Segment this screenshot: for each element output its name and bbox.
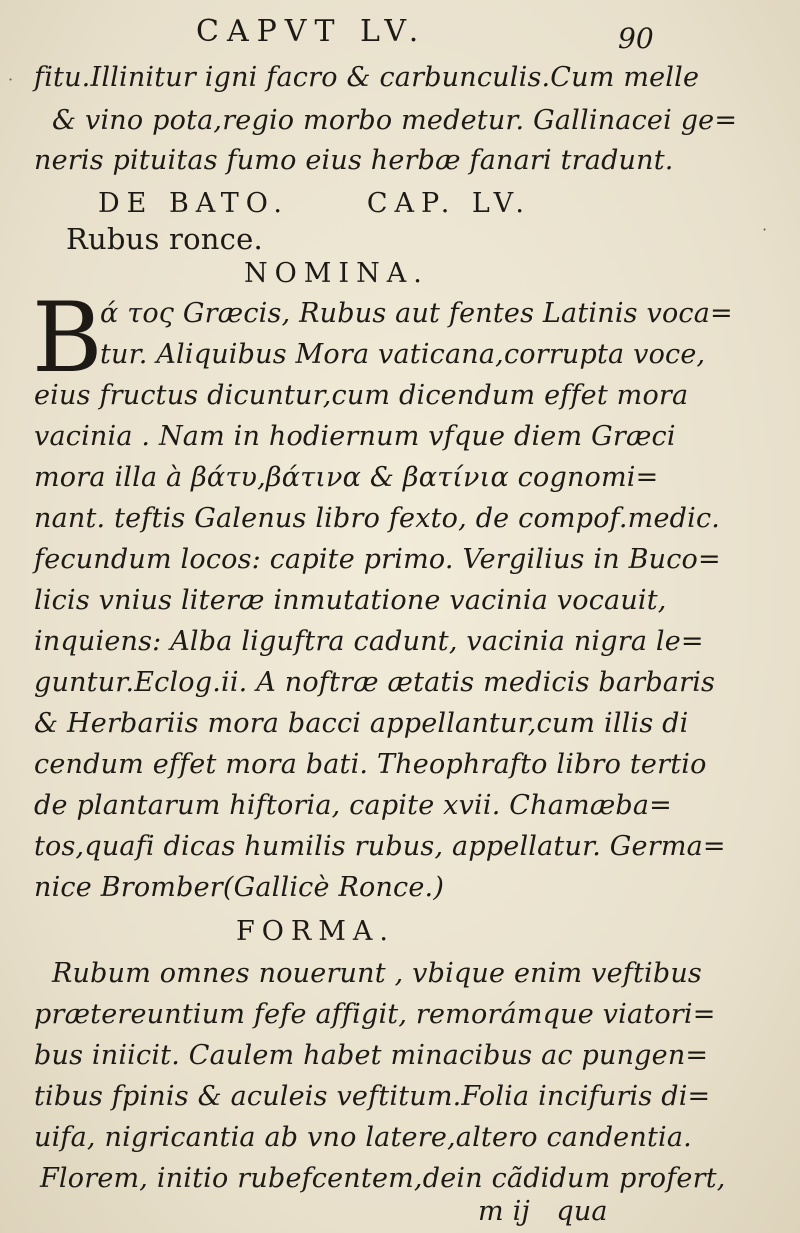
text-line: nice Bromber(Gallicè Ronce.)	[34, 872, 445, 903]
text-line: tos,quafi dicas humilis rubus, appellatur. Germa=	[34, 831, 726, 862]
ink-speck: ·	[8, 70, 14, 89]
text-line: Rubum omnes nouerunt , vbique enim veftibus	[52, 958, 702, 989]
chapter-heading: DE BATO. CAP. LV.	[98, 188, 531, 219]
ink-speck: ·	[762, 220, 768, 239]
text-line: fecundum locos: capite primo. Vergilius in Buco=	[34, 544, 721, 575]
text-line: guntur.Eclog.ii. A noftræ ætatis medicis barbaris	[34, 667, 716, 698]
text-line: Florem, initio rubefcentem,dein cãdidum profert,	[40, 1163, 726, 1194]
drop-capital: B	[32, 282, 103, 394]
text-line: fitu.Illinitur igni facro & carbunculis.Cum melle	[34, 62, 700, 93]
section-heading-nomina: NOMINA.	[244, 258, 429, 289]
section-heading-forma: FORMA.	[236, 916, 395, 947]
text-line: eius fructus dicuntur,cum dicendum effet mora	[34, 380, 689, 411]
chapter-subtitle: Rubus ronce.	[66, 222, 263, 256]
text-line: tibus fpinis & aculeis veftitum.Folia incifuris di=	[34, 1081, 711, 1112]
text-line: prætereuntium fefe affigit, remorámque viatori=	[34, 999, 716, 1030]
text-line: ά τος Græcis, Rubus aut fentes Latinis voca=	[100, 298, 733, 329]
text-line: de plantarum hiftoria, capite xvii. Chamæba=	[34, 790, 673, 821]
text-line: nant. teftis Galenus libro fexto, de compof.medic.	[34, 503, 721, 534]
text-line: vacinia . Nam in hodiernum vfque diem Græci	[34, 421, 676, 452]
text-line: tur. Aliquibus Mora vaticana,corrupta voce,	[100, 339, 706, 370]
text-line: neris pituitas fumo eius herbæ fanari tradunt.	[34, 145, 674, 176]
text-line: inquiens: Alba liguftra cadunt, vacinia nigra le=	[34, 626, 704, 657]
page-number: 90	[618, 22, 654, 55]
running-head: CAPVT LV.	[196, 14, 427, 49]
text-line: mora illa à βάτυ,βάτινα & βατίνια cognomi=	[34, 462, 659, 493]
text-line: & vino pota,regio morbo medetur. Gallinacei ge=	[52, 105, 738, 136]
catchword: m ij qua	[478, 1196, 608, 1227]
text-line: & Herbariis mora bacci appellantur,cum illis di	[34, 708, 689, 739]
text-line: uifa, nigricantia ab vno latere,altero candentia.	[34, 1122, 692, 1153]
text-line: cendum effet mora bati. Theophrafto libro tertio	[34, 749, 707, 780]
text-line: licis vnius literæ inmutatione vacinia vocauit,	[34, 585, 667, 616]
text-line: bus iniicit. Caulem habet minacibus ac pungen=	[34, 1040, 709, 1071]
